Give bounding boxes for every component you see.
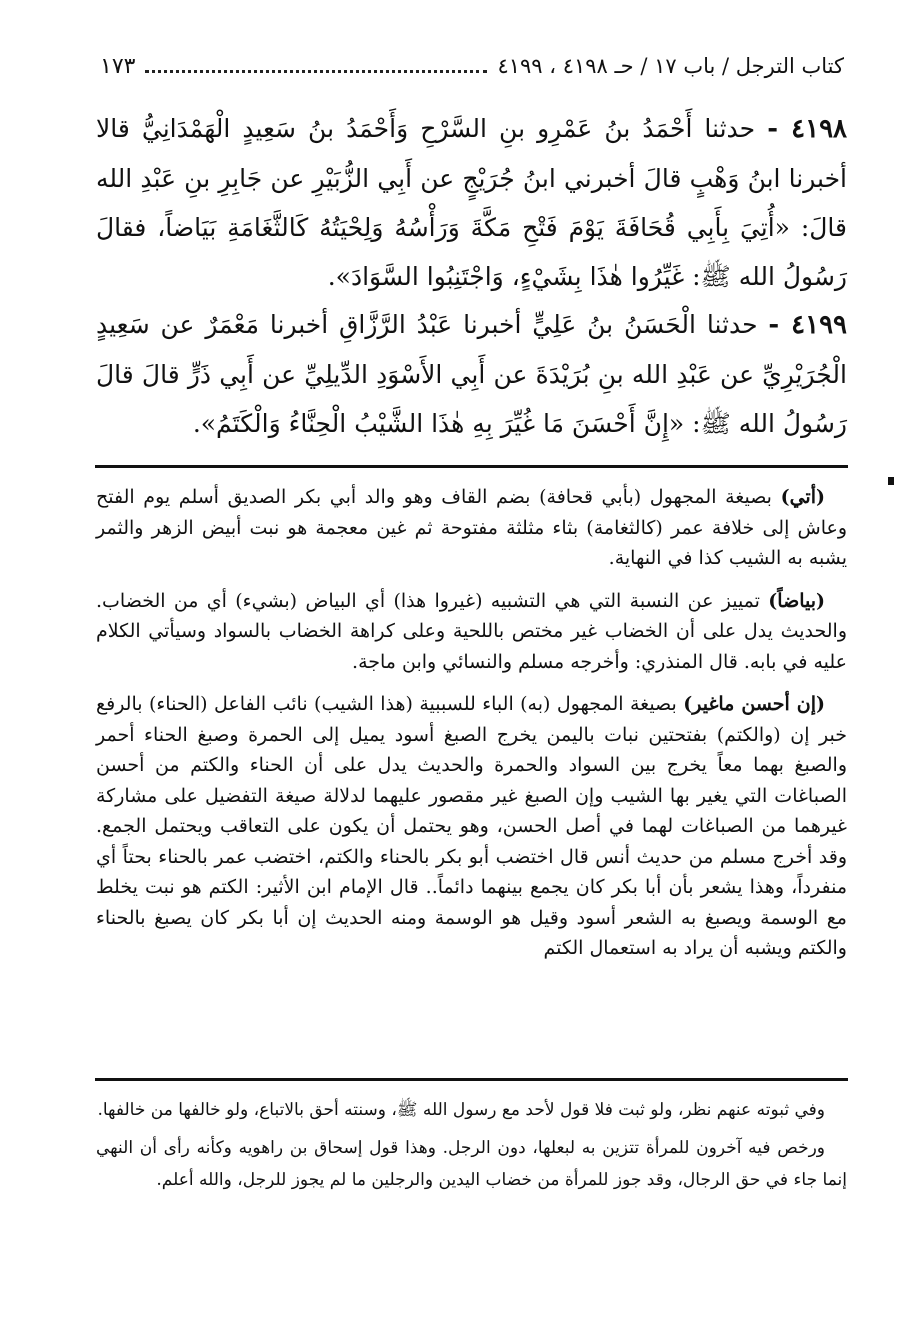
header-dot-leader xyxy=(145,68,487,73)
hadith-4198 xyxy=(96,104,847,301)
commentary-lead: (إن أحسن ماغير) xyxy=(683,693,825,715)
hadith-number: ٤١٩٩ - xyxy=(768,310,847,340)
page-number: ١٧٣ xyxy=(100,53,136,79)
footnote: ورخص فيه آخرون للمرأة تتزين به لبعلها، دون الرجل. وهذا قول إسحاق بن راهويه وكأنه رأى أن النهي إنما جاء في حق الرجال، وقد جوز للمرأة من خضاب اليدين والرجلين ما لم يجوز للرجل، والله أعلم. xyxy=(96,1138,847,1190)
commentary-lead: (بياضاً) xyxy=(768,589,826,612)
hadith-number: ٤١٩٨ - xyxy=(767,114,848,144)
commentary-text: بصيغة المجهول (به) الباء للسببية (هذا الشيب) نائب الفاعل (الحناء) بالرفع خبر إن (والكتم) بفتحتين نبات باليمن يخرج الصبغ أسود يميل إلى الحمرة وصبغ الحناء أحمر والصبغ بهما معاً يخرج بين السواد والحمرة والحديث يدل على أن الحناء والكتم من أحسن الصباغات التي يغير بها الشيب وإن الصبغ غير مقصور عليهما لدلالة صيغة التفضيل على مشاركة غيرهما من الصباغات لهما في أصل الحسن، وهو يحتمل أن يكون على التعاقب ويحتمل الجمع. وقد أخرج مسلم من حديث أنس قال اختضب أبو بكر بالحناء والكتم، اختضب عمر بالحناء بحتاً أي منفرداً، وهذا يشعر بأن أبا بكر كان يجمع بينهما دائماً.. قال الإمام ابن الأثير: الكتم هو نبت يخلط مع الوسمة ويصبغ به الشعر أسود وقيل هو الوسمة ومنه الحديث إن أبا بكر كان يصبغ بالحناء والكتم ويشبه أن يراد به استعمال الكتم xyxy=(96,693,847,959)
hadith-4199 xyxy=(96,300,847,448)
commentary-lead: (أتي) xyxy=(780,486,825,508)
commentary-paragraph xyxy=(96,586,847,678)
commentary-text: بصيغة المجهول (بأبي قحافة) بضم القاف وهو والد أبي بكر الصديق أسلم يوم الفتح وعاش إلى خلافة عمر (كالثغامة) بثاء مثلثة مفتوحة ثم غين معجمة هو نبت أبيض الزهر والثمر يشبه به الشيب كذا في النهاية. xyxy=(96,486,847,569)
footnote-divider xyxy=(95,1078,848,1081)
hadith-text: حدثنا أَحْمَدُ بنُ عَمْرِو بنِ السَّرْحِ وَأَحْمَدُ بنُ سَعِيدٍ الْهَمْدَانِيُّ قالا أخبرنا ابنُ وَهْبٍ قالَ أخبرني ابنُ جُرَيْجٍ عن أَبِي الزُّبَيْرِ عن جَابِرِ بنِ عَبْدِ الله قالَ: «أُتِيَ بِأَبِي قُحَافَةَ يَوْمَ فَتْحِ مَكَّةَ وَرَأْسُهُ وَلِحْيَتُهُ كَالثَّغَامَةِ بَيَاضاً، فقالَ رَسُولُ الله ﷺ: غَيِّرُوا هٰذَا بِشَيْءٍ، وَاجْتَنِبُوا السَّوَادَ». xyxy=(96,114,847,291)
commentary xyxy=(96,482,847,976)
hadith-text: حدثنا الْحَسَنُ بنُ عَلِيٍّ أخبرنا عَبْدُ الرَّزَّاقِ أخبرنا مَعْمَرٌ عن سَعِيدٍ الْجُرَيْرِيِّ عن عَبْدِ الله بنِ بُرَيْدَةَ عن أَبِي الأَسْوَدِ الدِّيلِيِّ عن أَبِي ذَرٍّ قالَ قالَ رَسُولُ الله ﷺ: «إِنَّ أَحْسَنَ مَا غُيِّرَ بِهِ هٰذَا الشَّيْبُ الْحِنَّاءُ وَالْكَتَمُ». xyxy=(96,310,847,438)
footnotes xyxy=(96,1094,847,1202)
commentary-text: تمييز عن النسبة التي هي التشبيه (غيروا هذا) أي البياض (بشيء) أي من الخضاب. والحديث يدل على أن الخضاب غير مختص باللحية وعلى كراهة الخضاب بالسواد وسيأتي الكلام عليه في بابه. قال المنذري: وأخرجه مسلم والنسائي وابن ماجة. xyxy=(96,589,847,673)
chapter-title: كتاب الترجل / باب ١٧ / حـ ٤١٩٨ ، ٤١٩٩ xyxy=(497,54,844,78)
commentary-paragraph xyxy=(96,482,847,574)
running-header xyxy=(100,46,844,86)
margin-marker xyxy=(888,477,894,485)
commentary-paragraph xyxy=(96,689,847,964)
footnote: وفي ثبوته عنهم نظر، ولو ثبت فلا قول لأحد مع رسول الله ﷺ، وسنته أحق بالاتباع، ولو خالفها من خالفها. xyxy=(97,1100,825,1120)
commentary-divider xyxy=(95,465,848,468)
